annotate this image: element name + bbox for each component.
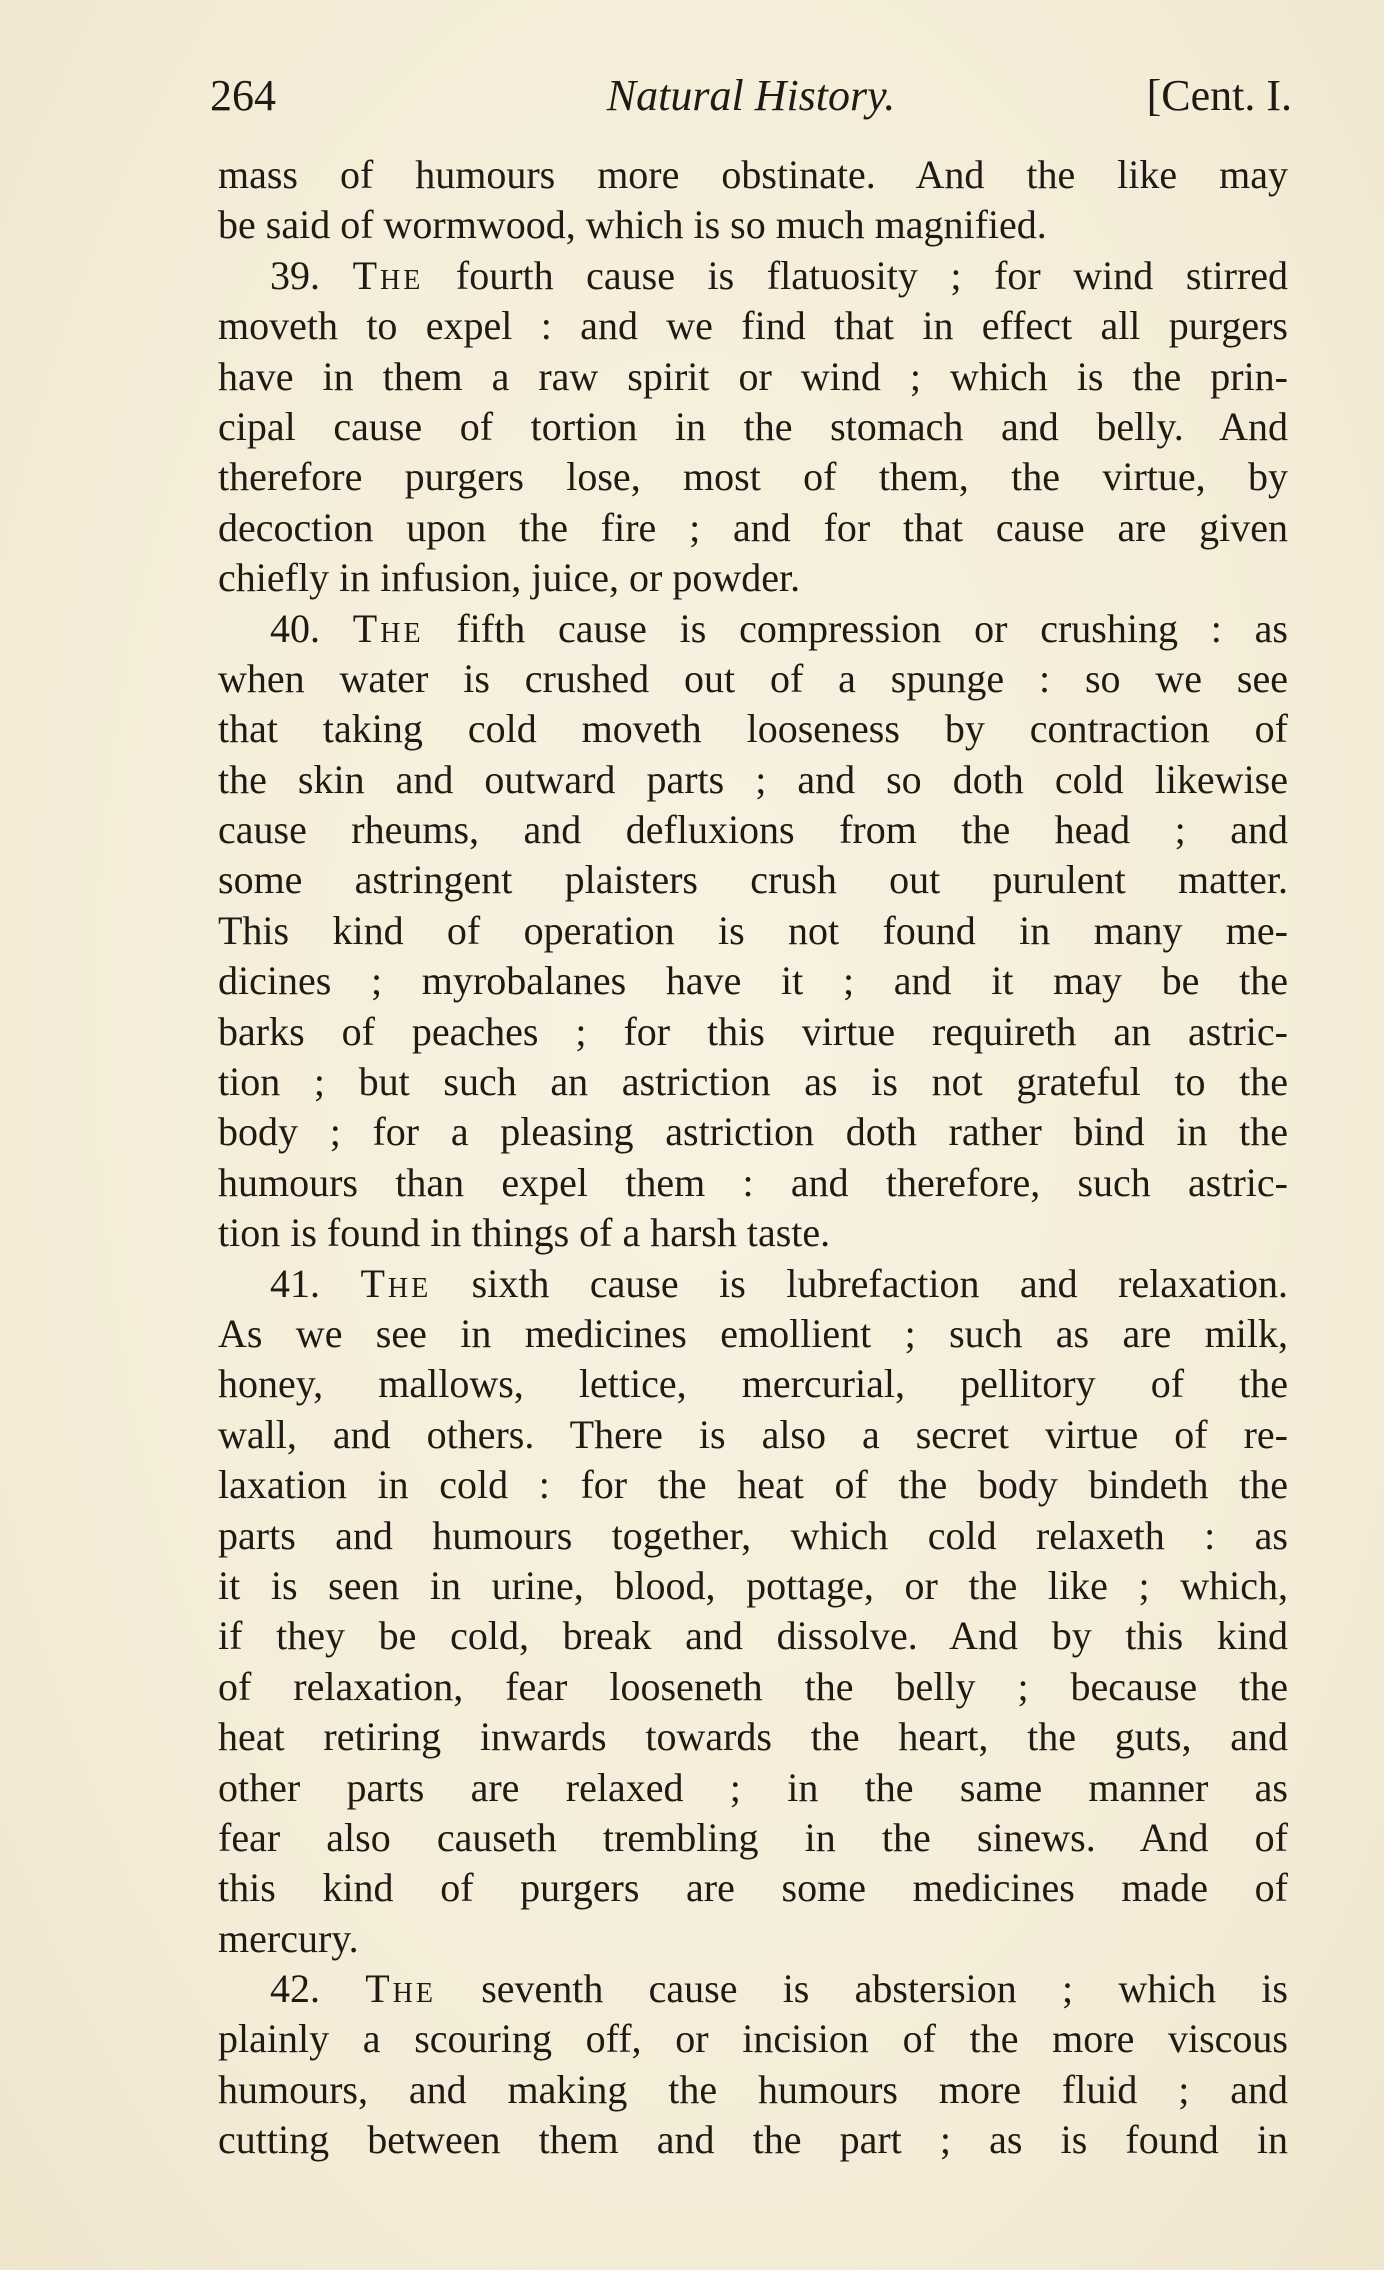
text-line: mercury. <box>218 1915 359 1961</box>
line-text: fifth cause is compression or crushing : as <box>423 605 1288 651</box>
text-line: this kind of purgers are some medicines made of <box>218 1865 1288 1911</box>
text-line: have in them a raw spirit or wind ; which is the prin- <box>218 353 1288 399</box>
line-text: seventh cause is abstersion ; which is <box>436 1966 1289 2012</box>
text-line: it is seen in urine, blood, pottage, or the like ; which, <box>218 1562 1288 1608</box>
paragraph-39-first-line <box>218 251 1288 301</box>
text-line: decoction upon the fire ; and for that cause are given <box>218 504 1288 550</box>
lead-word: The <box>360 1260 432 1306</box>
running-head <box>210 70 1292 140</box>
text-line: barks of peaches ; for this virtue requireth an astric- <box>218 1008 1288 1054</box>
body-text <box>218 150 1288 2166</box>
running-title: Natural History. <box>606 71 896 120</box>
lead-word: The <box>365 1966 436 2012</box>
text-line: cause rheums, and defluxions from the head ; and <box>218 807 1288 853</box>
section-marker: [Cent. I. <box>1146 71 1292 120</box>
text-line: heat retiring inwards towards the heart, the guts, and <box>218 1714 1288 1760</box>
paragraph-42-first-line <box>218 1964 1288 2014</box>
paragraph-40-first-line <box>218 604 1288 654</box>
text-line: cipal cause of tortion in the stomach and belly. And <box>218 403 1288 449</box>
text-line: moveth to expel : and we find that in effect all purgers <box>218 303 1288 349</box>
page-number: 264 <box>210 71 276 120</box>
text-line: dicines ; myrobalanes have it ; and it may be the <box>218 958 1288 1004</box>
text-line: honey, mallows, lettice, mercurial, pellitory of the <box>218 1361 1288 1407</box>
text-line: plainly a scouring off, or incision of the more viscous <box>218 2016 1288 2062</box>
paragraph-number: 40. <box>270 605 320 651</box>
text-line: that taking cold moveth looseness by contraction of <box>218 706 1288 752</box>
text-line: be said of wormwood, which is so much magnified. <box>218 202 1047 248</box>
paragraph-number: 41. <box>270 1260 320 1306</box>
line-text: fourth cause is flatuosity ; for wind stirred <box>423 252 1289 298</box>
text-line: fear also causeth trembling in the sinews. And of <box>218 1814 1288 1860</box>
text-line: when water is crushed out of a spunge : so we see <box>218 655 1288 701</box>
lead-word: The <box>352 605 424 651</box>
text-line: cutting between them and the part ; as is found in <box>218 2117 1288 2163</box>
text-line: other parts are relaxed ; in the same manner as <box>218 1764 1288 1810</box>
text-line: parts and humours together, which cold relaxeth : as <box>218 1512 1288 1558</box>
text-line: therefore purgers lose, most of them, the virtue, by <box>218 454 1288 500</box>
text-line: if they be cold, break and dissolve. And by this kind <box>218 1613 1288 1659</box>
text-line: the skin and outward parts ; and so doth cold likewise <box>218 756 1288 802</box>
text-line: of relaxation, fear looseneth the belly ; because the <box>218 1663 1288 1709</box>
text-line: As we see in medicines emollient ; such as are milk, <box>218 1310 1288 1356</box>
paragraph-41-first-line <box>218 1259 1288 1309</box>
text-line: This kind of operation is not found in many me- <box>218 907 1288 953</box>
line-text: sixth cause is lubrefaction and relaxation. <box>431 1260 1289 1306</box>
text-line: mass of humours more obstinate. And the like may <box>218 152 1288 197</box>
text-line: laxation in cold : for the heat of the body bindeth the <box>218 1462 1288 1508</box>
text-line: tion ; but such an astriction as is not grateful to the <box>218 1059 1288 1105</box>
lead-word: The <box>352 252 424 298</box>
text-line: humours than expel them : and therefore, such astric- <box>218 1159 1288 1205</box>
text-line: tion is found in things of a harsh taste. <box>218 1210 831 1256</box>
text-line: body ; for a pleasing astriction doth rather bind in the <box>218 1109 1288 1155</box>
text-line: some astringent plaisters crush out purulent matter. <box>218 857 1288 903</box>
paragraph-number: 39. <box>270 252 320 298</box>
text-line: wall, and others. There is also a secret virtue of re- <box>218 1411 1288 1457</box>
text-line: chiefly in infusion, juice, or powder. <box>218 555 801 601</box>
paragraph-number: 42. <box>270 1966 320 2012</box>
text-line: humours, and making the humours more fluid ; and <box>218 2066 1288 2112</box>
